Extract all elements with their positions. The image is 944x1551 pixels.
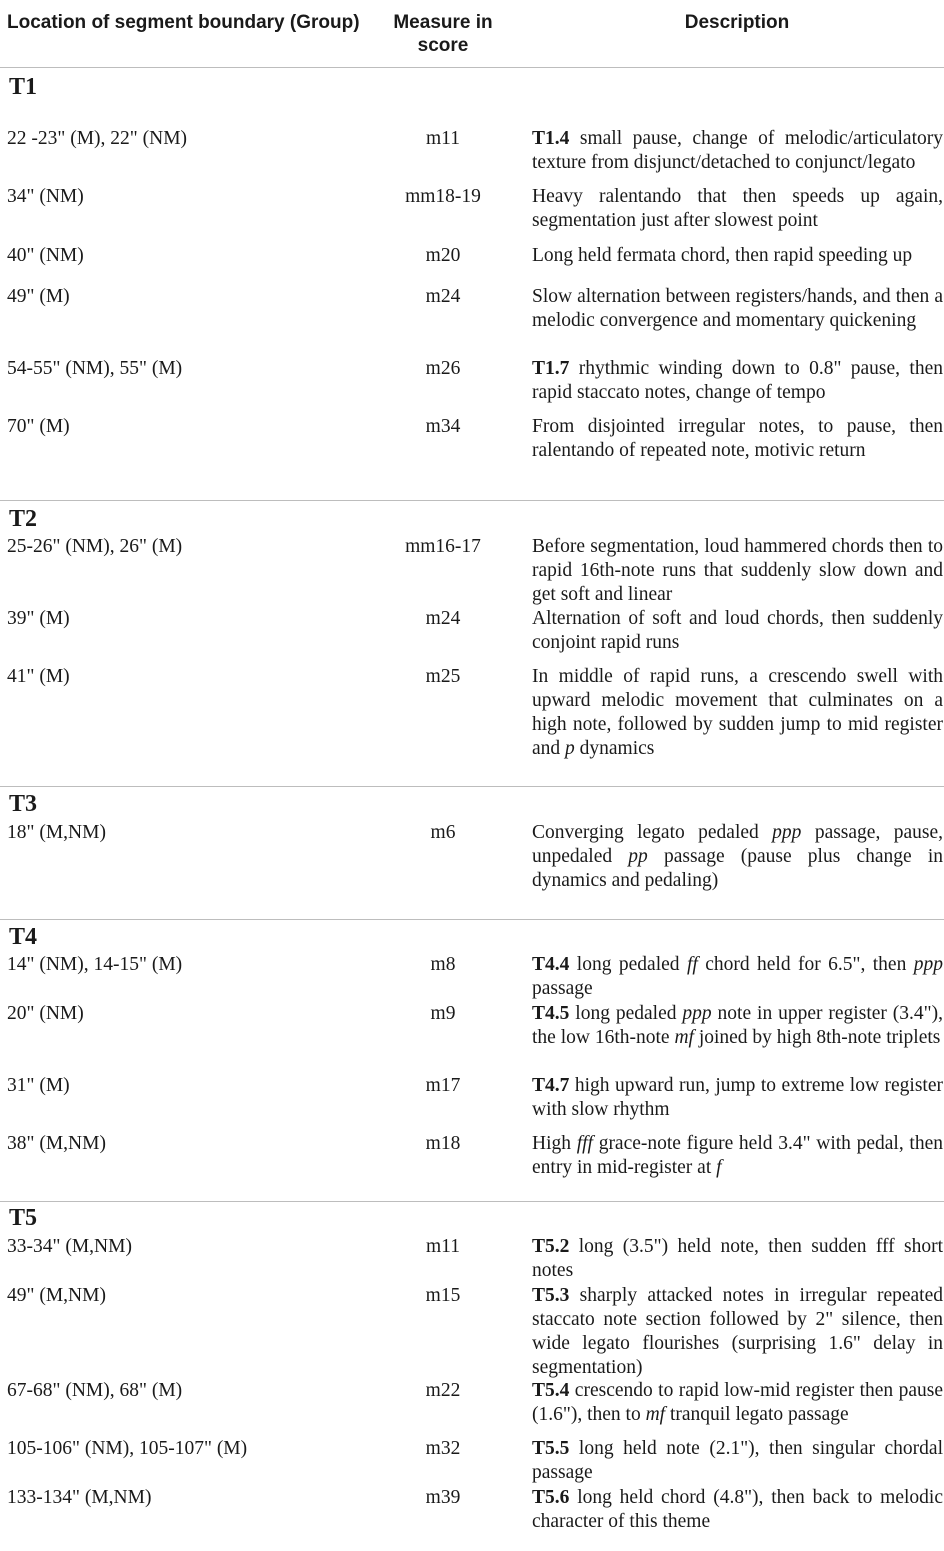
segment-label: T1.4 xyxy=(532,128,570,149)
description-cell xyxy=(532,357,943,405)
measure-cell: m11 xyxy=(426,128,460,149)
dynamic-marking: mf xyxy=(645,1404,666,1425)
table-header xyxy=(0,0,944,68)
measure-cell: m8 xyxy=(430,954,456,975)
location-cell: 54-55" (NM), 55" (M) xyxy=(7,358,183,379)
description-cell xyxy=(532,185,943,233)
description-text: chord held for 6.5", then xyxy=(697,954,914,975)
description-cell xyxy=(532,1002,943,1050)
dynamic-marking: ppp xyxy=(913,954,943,975)
location-cell: 49" (M,NM) xyxy=(7,1285,106,1306)
location-cell: 20" (NM) xyxy=(7,1003,84,1024)
description-text: long held chord (4.8"), then back to melodic character of this theme xyxy=(532,1487,943,1532)
description-text: joined by high 8th-note triplets xyxy=(693,1027,941,1048)
description-text: dynamics xyxy=(574,738,655,759)
description-text: rhythmic winding down to 0.8" pause, then rapid staccato notes, change of tempo xyxy=(532,358,943,403)
description-text: Slow alternation between registers/hands, and then a melodic convergence and momentary quickening xyxy=(532,286,943,331)
segment-label: T1.7 xyxy=(532,358,570,379)
description-text: passage xyxy=(532,978,593,999)
description-cell xyxy=(532,1379,943,1427)
description-cell xyxy=(532,1437,943,1485)
measure-cell: m9 xyxy=(430,1003,456,1024)
description-text: passage, pause, unpedaled xyxy=(532,822,943,867)
description-text: Long held fermata chord, then rapid speeding up xyxy=(532,245,913,266)
location-cell: 18" (M,NM) xyxy=(7,822,106,843)
description-text: sharply attacked notes in irregular repeated staccato note section followed by 2" silence, then wide legato flourishes (surprising 1.6" delay in segmentation) xyxy=(532,1285,943,1378)
dynamic-marking: ppp xyxy=(682,1003,712,1024)
location-cell: 41" (M) xyxy=(7,666,70,687)
location-cell: 22 -23" (M), 22" (NM) xyxy=(7,128,188,149)
dynamic-marking: f xyxy=(716,1157,722,1178)
description-text: small pause, change of melodic/articulatory texture from disjunct/detached to conjunct/legato xyxy=(532,128,943,173)
location-cell: 14" (NM), 14-15" (M) xyxy=(7,954,183,975)
description-text: Before segmentation, loud hammered chords then to rapid 16th-note runs that suddenly slow down and get soft and linear xyxy=(532,536,943,605)
group-title: T4 xyxy=(9,924,38,950)
description-text: crescendo to rapid low-mid register then pause (1.6"), then to xyxy=(532,1380,943,1425)
dynamic-marking: fff xyxy=(576,1133,593,1154)
group-t4 xyxy=(0,919,944,1202)
segment-label: T5.4 xyxy=(532,1380,570,1401)
description-text: tranquil legato passage xyxy=(665,1404,849,1425)
segment-label: T5.3 xyxy=(532,1285,570,1306)
measure-cell: m24 xyxy=(425,286,461,307)
group-title: T5 xyxy=(9,1205,38,1231)
segment-label: T4.4 xyxy=(532,954,570,975)
description-cell xyxy=(532,415,943,463)
measure-cell: m20 xyxy=(425,245,461,266)
measure-cell: m34 xyxy=(425,416,461,437)
description-text: Alternation of soft and loud chords, then suddenly conjoint rapid runs xyxy=(532,608,943,653)
location-cell: 39" (M) xyxy=(7,608,70,629)
description-text: High xyxy=(532,1133,577,1154)
measure-cell: m6 xyxy=(430,822,456,843)
description-text: long held note (2.1"), then singular chordal passage xyxy=(532,1438,943,1483)
description-text: passage (pause plus change in dynamics and pedaling) xyxy=(532,846,943,891)
dynamic-marking: ff xyxy=(686,954,698,975)
measure-cell: m39 xyxy=(425,1487,461,1508)
description-text: From disjointed irregular notes, to pause, then ralentando of repeated note, motivic return xyxy=(532,416,943,461)
dynamic-marking: ppp xyxy=(772,822,802,843)
description-text: Heavy ralentando that then speeds up again, segmentation just after slowest point xyxy=(532,186,943,231)
location-cell: 33-34" (M,NM) xyxy=(7,1236,132,1257)
header-description: Description xyxy=(684,12,790,33)
measure-cell: m22 xyxy=(425,1380,461,1401)
description-cell xyxy=(532,607,943,655)
measure-cell: mm18-19 xyxy=(405,186,481,207)
description-cell xyxy=(532,953,943,1001)
description-text: long pedaled xyxy=(569,954,687,975)
measure-cell: m18 xyxy=(425,1133,461,1154)
description-cell xyxy=(532,1486,943,1534)
location-cell: 67-68" (NM), 68" (M) xyxy=(7,1380,183,1401)
measure-cell: mm16-17 xyxy=(405,536,481,557)
header-measure: Measure in score xyxy=(393,12,493,56)
description-text: note in upper register (3.4"), the low 16th-note xyxy=(532,1003,943,1048)
measure-cell: m17 xyxy=(425,1075,461,1096)
measure-cell: m24 xyxy=(425,608,461,629)
description-text: Converging legato pedaled xyxy=(532,822,773,843)
description-cell xyxy=(532,127,943,175)
segment-label: T5.2 xyxy=(532,1236,570,1257)
description-cell xyxy=(532,535,943,607)
description-cell xyxy=(532,244,943,268)
measure-cell: m26 xyxy=(425,358,461,379)
description-cell xyxy=(532,1132,943,1180)
dynamic-marking: pp xyxy=(628,846,648,867)
group-t1 xyxy=(0,67,944,501)
measure-cell: m15 xyxy=(425,1285,461,1306)
measure-cell: m11 xyxy=(426,1236,460,1257)
description-cell xyxy=(532,821,943,893)
location-cell: 40" (NM) xyxy=(7,245,84,266)
measure-cell: m25 xyxy=(425,666,461,687)
group-title: T1 xyxy=(9,74,38,100)
group-t3 xyxy=(0,786,944,920)
description-text: high upward run, jump to extreme low register with slow rhythm xyxy=(532,1075,943,1120)
description-cell xyxy=(532,1235,943,1283)
group-t5 xyxy=(0,1201,944,1551)
description-text: long pedaled xyxy=(569,1003,683,1024)
measure-cell: m32 xyxy=(425,1438,461,1459)
location-cell: 38" (M,NM) xyxy=(7,1133,106,1154)
description-cell xyxy=(532,285,943,333)
location-cell: 31" (M) xyxy=(7,1075,70,1096)
location-cell: 49" (M) xyxy=(7,286,70,307)
location-cell: 70" (M) xyxy=(7,416,70,437)
description-cell xyxy=(532,1074,943,1122)
dynamic-marking: p xyxy=(565,738,575,759)
group-title: T2 xyxy=(9,506,38,532)
description-cell xyxy=(532,1284,943,1380)
description-text: long (3.5") held note, then sudden fff short notes xyxy=(532,1236,943,1281)
dynamic-marking: mf xyxy=(674,1027,694,1048)
description-text: In middle of rapid runs, a crescendo swell with upward melodic movement that culminates on a high note, followed by sudden jump to mid register and xyxy=(532,666,943,759)
location-cell: 105-106" (NM), 105-107" (M) xyxy=(7,1438,248,1459)
header-location: Location of segment boundary (Group) xyxy=(7,12,360,33)
location-cell: 34" (NM) xyxy=(7,186,84,207)
group-t2 xyxy=(0,500,944,787)
description-text: grace-note figure held 3.4" with pedal, then entry in mid-register at xyxy=(532,1133,944,1178)
segment-label: T4.5 xyxy=(532,1003,570,1024)
segment-label: T5.6 xyxy=(532,1487,570,1508)
group-title: T3 xyxy=(9,791,38,817)
segment-label: T5.5 xyxy=(532,1438,570,1459)
location-cell: 133-134" (M,NM) xyxy=(7,1487,152,1508)
segment-label: T4.7 xyxy=(532,1075,570,1096)
description-cell xyxy=(532,665,943,761)
location-cell: 25-26" (NM), 26" (M) xyxy=(7,536,183,557)
